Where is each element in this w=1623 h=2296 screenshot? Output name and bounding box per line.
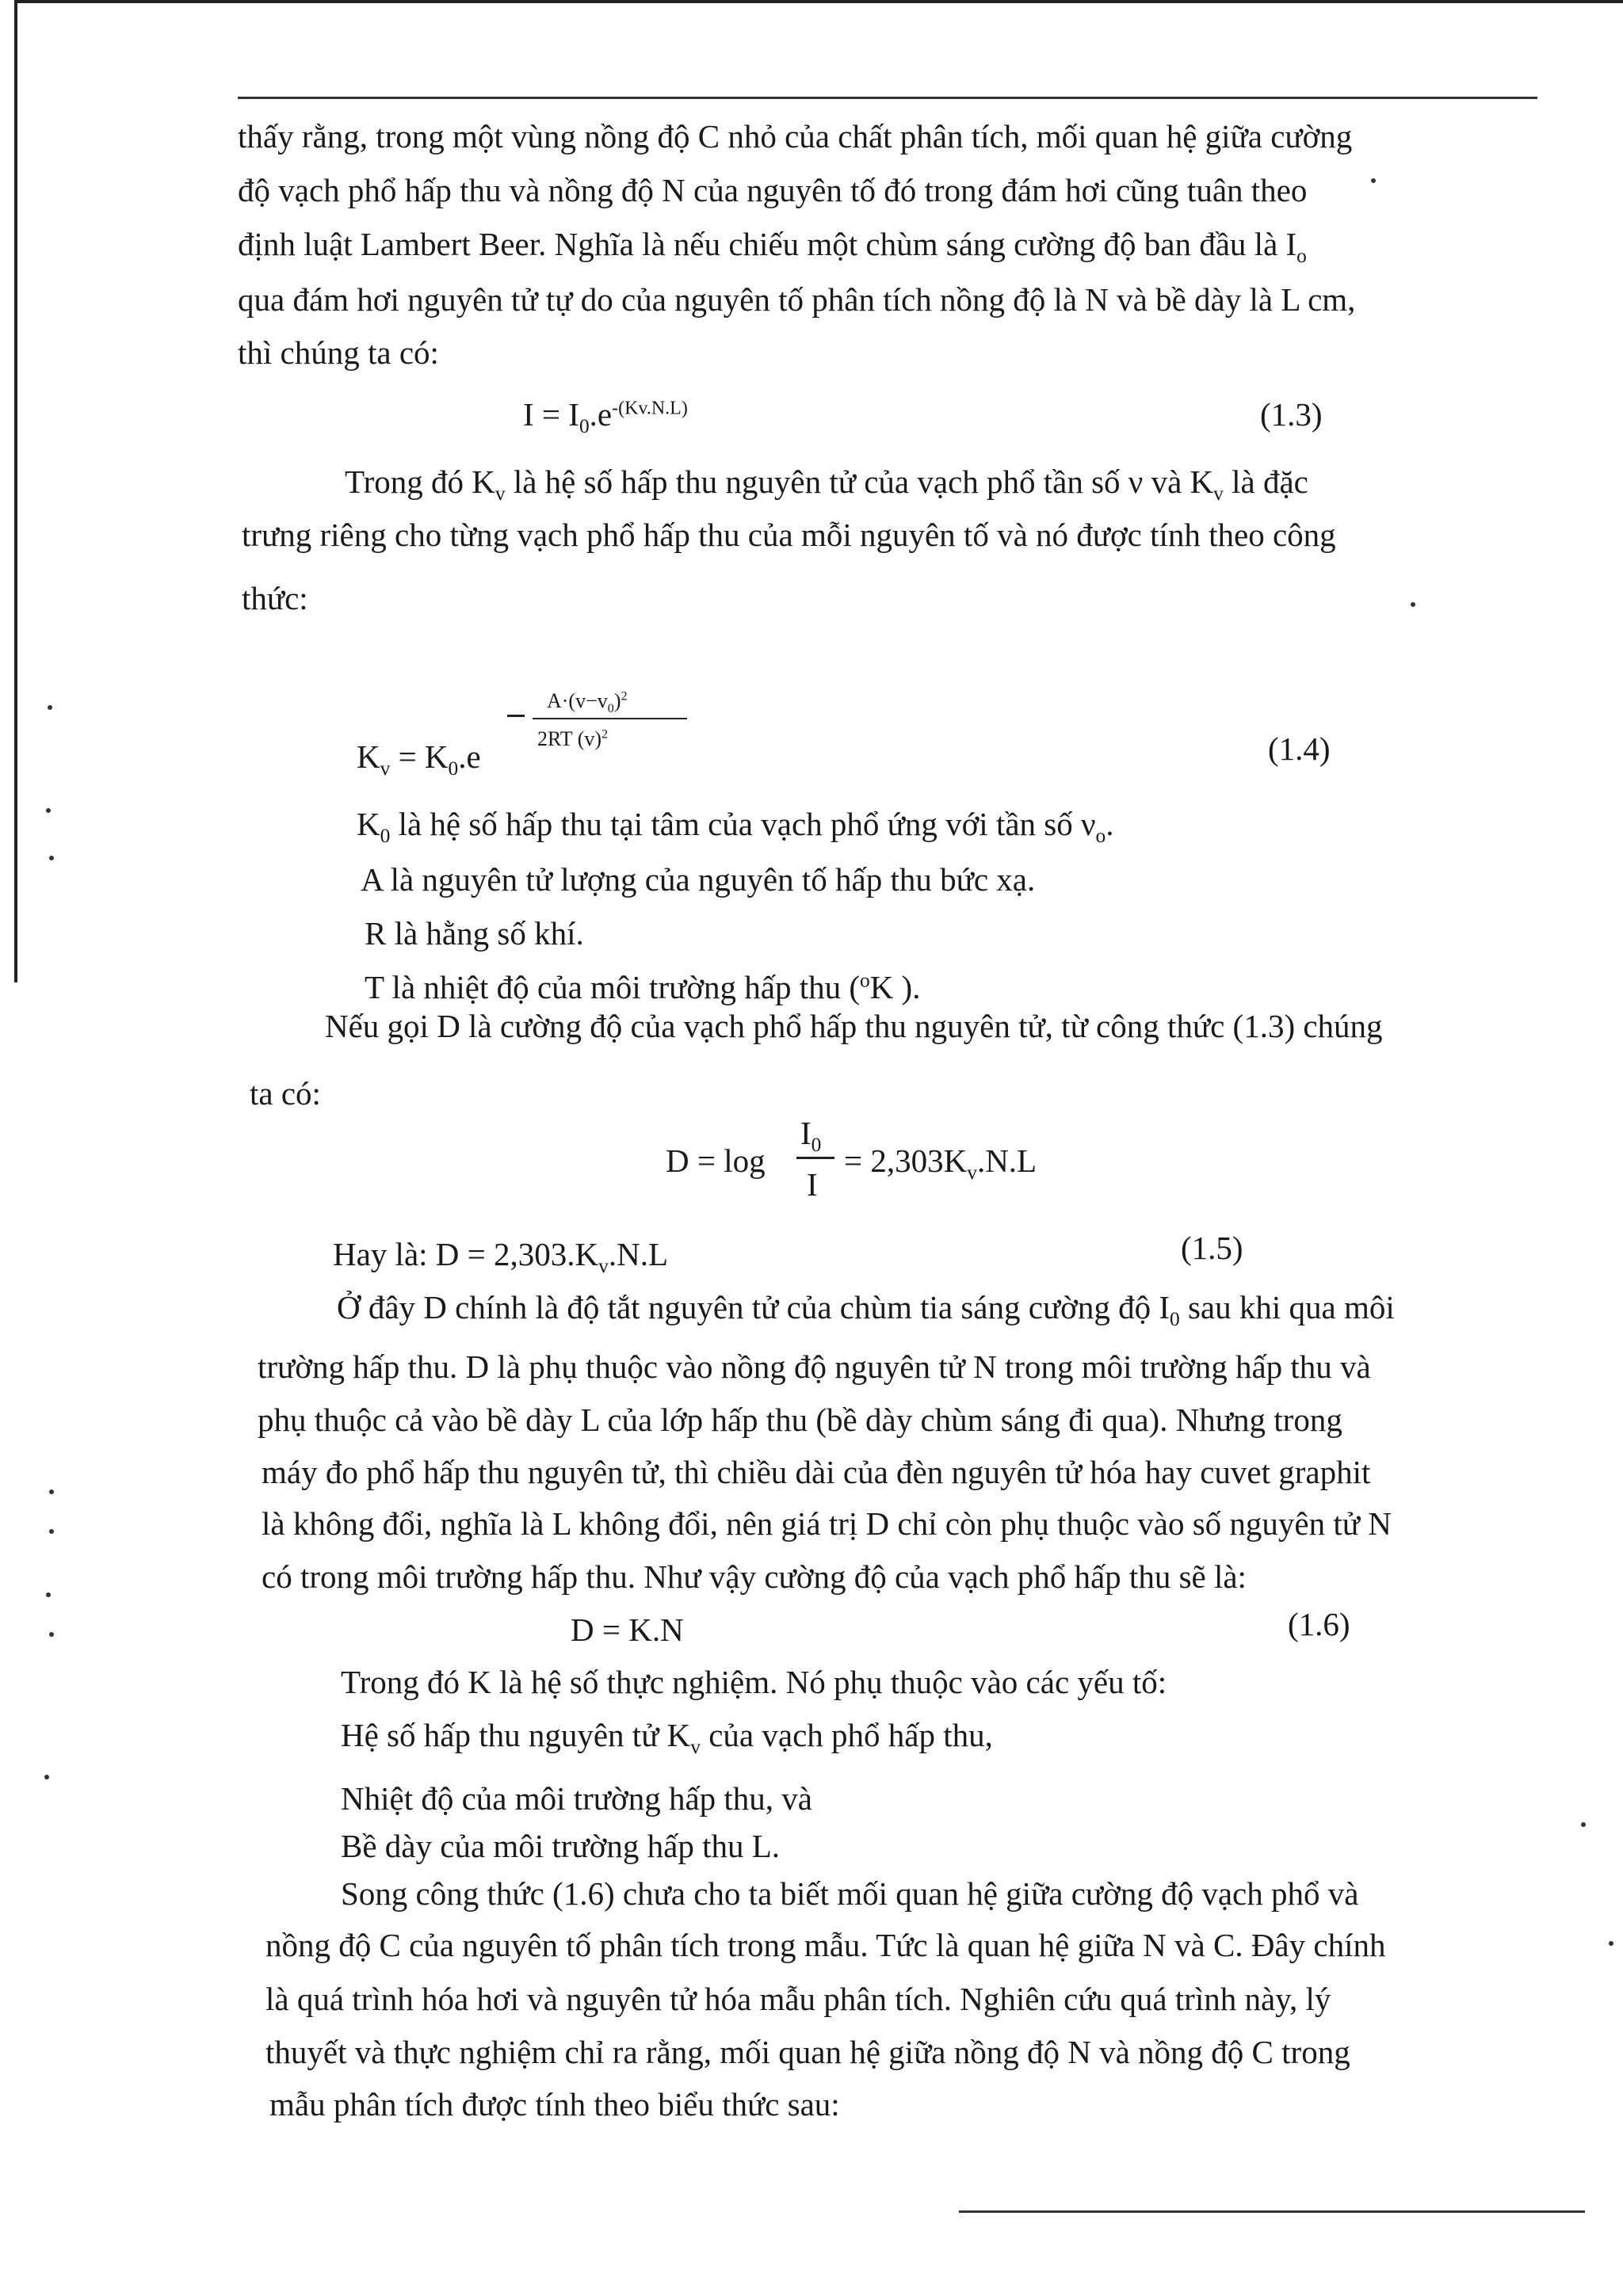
text-line: thuyết và thực nghiệm chỉ ra rằng, mối quan hệ giữa nồng độ N và nồng độ C trong	[265, 2034, 1350, 2070]
scan-speck	[1581, 1822, 1586, 1827]
exponent-fraction-bar	[533, 718, 687, 719]
text-line: Hệ số hấp thu nguyên tử $K_v$ của vạch phổ hấp thu,	[341, 1717, 993, 1759]
equation-number: (1.6)	[1288, 1606, 1350, 1642]
scan-speck	[46, 808, 51, 813]
equation-number: (1.4)	[1268, 730, 1331, 767]
text-line: độ vạch phổ hấp thu và nồng độ N của nguyên tố đó trong đám hơi cũng tuân theo	[238, 172, 1308, 208]
definition-k0: $K_0$ là hệ số hấp thu tại tâm của vạch phổ ứng với tần số $\nu_o$.	[357, 806, 1114, 848]
text-line: Bề dày của môi trường hấp thu L.	[341, 1828, 781, 1864]
equation-1-6: D = K.N	[571, 1611, 684, 1648]
scan-border-left	[14, 0, 17, 982]
text-line: Trong đó K là hệ số thực nghiệm. Nó phụ thuộc vào các yếu tố:	[341, 1664, 1167, 1700]
equation-1-4: $K_v = K_0.e$	[357, 738, 481, 780]
definition-t: T là nhiệt độ của môi trường hấp thu ($^o$K ).	[365, 969, 921, 1005]
log-fraction-bar	[796, 1157, 834, 1159]
text-line: phụ thuộc cả vào bề dày L của lớp hấp thu (bề dày chùm sáng đi qua). Nhưng trong	[258, 1402, 1342, 1438]
log-numerator: $I_0$	[800, 1115, 822, 1157]
exponent-minus-sign	[507, 715, 525, 717]
log-denominator: I	[807, 1166, 818, 1203]
text-line: Song công thức (1.6) chưa cho ta biết mối quan hệ giữa cường độ vạch phổ và	[341, 1875, 1359, 1912]
equation-1-3: $I = I_0.e^{-(Kv.N.L)}$	[523, 396, 688, 438]
text-line: trưng riêng cho từng vạch phổ hấp thu của mỗi nguyên tố và nó được tính theo công	[242, 517, 1336, 553]
text-line: Nhiệt độ của môi trường hấp thu, và	[341, 1780, 813, 1817]
text-line: thì chúng ta có:	[238, 334, 439, 371]
text-line: trường hấp thu. D là phụ thuộc vào nồng độ nguyên tử N trong môi trường hấp thu và	[258, 1348, 1371, 1385]
equation-1-5: Hay là: $D = 2,303.K_v.N.L$	[333, 1236, 668, 1278]
text-line: Ở đây D chính là độ tắt nguyên tử của chùm tia sáng cường độ $I_0$ sau khi qua môi	[337, 1289, 1395, 1331]
equation-d-log: D = log	[666, 1142, 766, 1179]
scan-speck	[1609, 1941, 1613, 1946]
text-line: qua đám hơi nguyên tử tự do của nguyên tố phân tích nồng độ là N và bề dày là L cm,	[238, 281, 1356, 318]
text-line: có trong môi trường hấp thu. Như vậy cường độ của vạch phổ hấp thu sẽ là:	[262, 1558, 1247, 1595]
definition-r: R là hằng số khí.	[365, 915, 584, 952]
text-line: nồng độ C của nguyên tố phân tích trong mẫu. Tức là quan hệ giữa N và C. Đây chính	[265, 1927, 1386, 1963]
text-line: định luật Lambert Beer. Nghĩa là nếu chiếu một chùm sáng cường độ ban đầu là $I_o$	[238, 226, 1307, 268]
text-line: thức:	[242, 580, 308, 616]
exponent-numerator: $A\cdot(v-v_0)^2$	[547, 689, 628, 716]
scan-speck	[49, 856, 54, 860]
text-line: thấy rằng, trong một vùng nồng độ C nhỏ của chất phân tích, mối quan hệ giữa cường	[238, 118, 1353, 154]
text-line: là không đổi, nghĩa là L không đổi, nên giá trị D chỉ còn phụ thuộc vào số nguyên tử N	[262, 1505, 1392, 1542]
text-line: Nếu gọi D là cường độ của vạch phổ hấp thu nguyên tử, từ công thức (1.3) chúng	[325, 1008, 1383, 1044]
footer-rule	[959, 2210, 1585, 2213]
scan-speck	[49, 1632, 54, 1637]
equation-d-rhs: = $2,303K_v.N.L$	[844, 1142, 1037, 1184]
equation-number: (1.5)	[1181, 1230, 1243, 1266]
scan-speck	[49, 1489, 54, 1494]
scan-speck	[49, 1529, 54, 1534]
definition-a: A là nguyên tử lượng của nguyên tố hấp thu bức xạ.	[361, 861, 1036, 898]
scan-speck	[44, 1775, 49, 1779]
header-rule	[238, 97, 1537, 99]
text-line: ta có:	[250, 1075, 321, 1112]
scan-speck	[1371, 178, 1376, 183]
equation-number: (1.3)	[1260, 396, 1323, 433]
text-line: Trong đó $K_v$ là hệ số hấp thu nguyên tử của vạch phổ tần số ν và $K_v$ là đặc	[345, 463, 1308, 505]
text-line: máy đo phổ hấp thu nguyên tử, thì chiều dài của đèn nguyên tử hóa hay cuvet graphit	[262, 1454, 1371, 1490]
scan-speck	[46, 1592, 51, 1597]
scan-speck	[1411, 602, 1415, 607]
text-line: mẫu phân tích được tính theo biểu thức sau:	[269, 2086, 840, 2122]
exponent-denominator: 2RT $(v)^2$	[537, 727, 609, 750]
scan-border-top	[14, 0, 1623, 3]
text-line: là quá trình hóa hơi và nguyên tử hóa mẫu phân tích. Nghiên cứu quá trình này, lý	[265, 1981, 1331, 2017]
scan-speck	[48, 705, 52, 710]
